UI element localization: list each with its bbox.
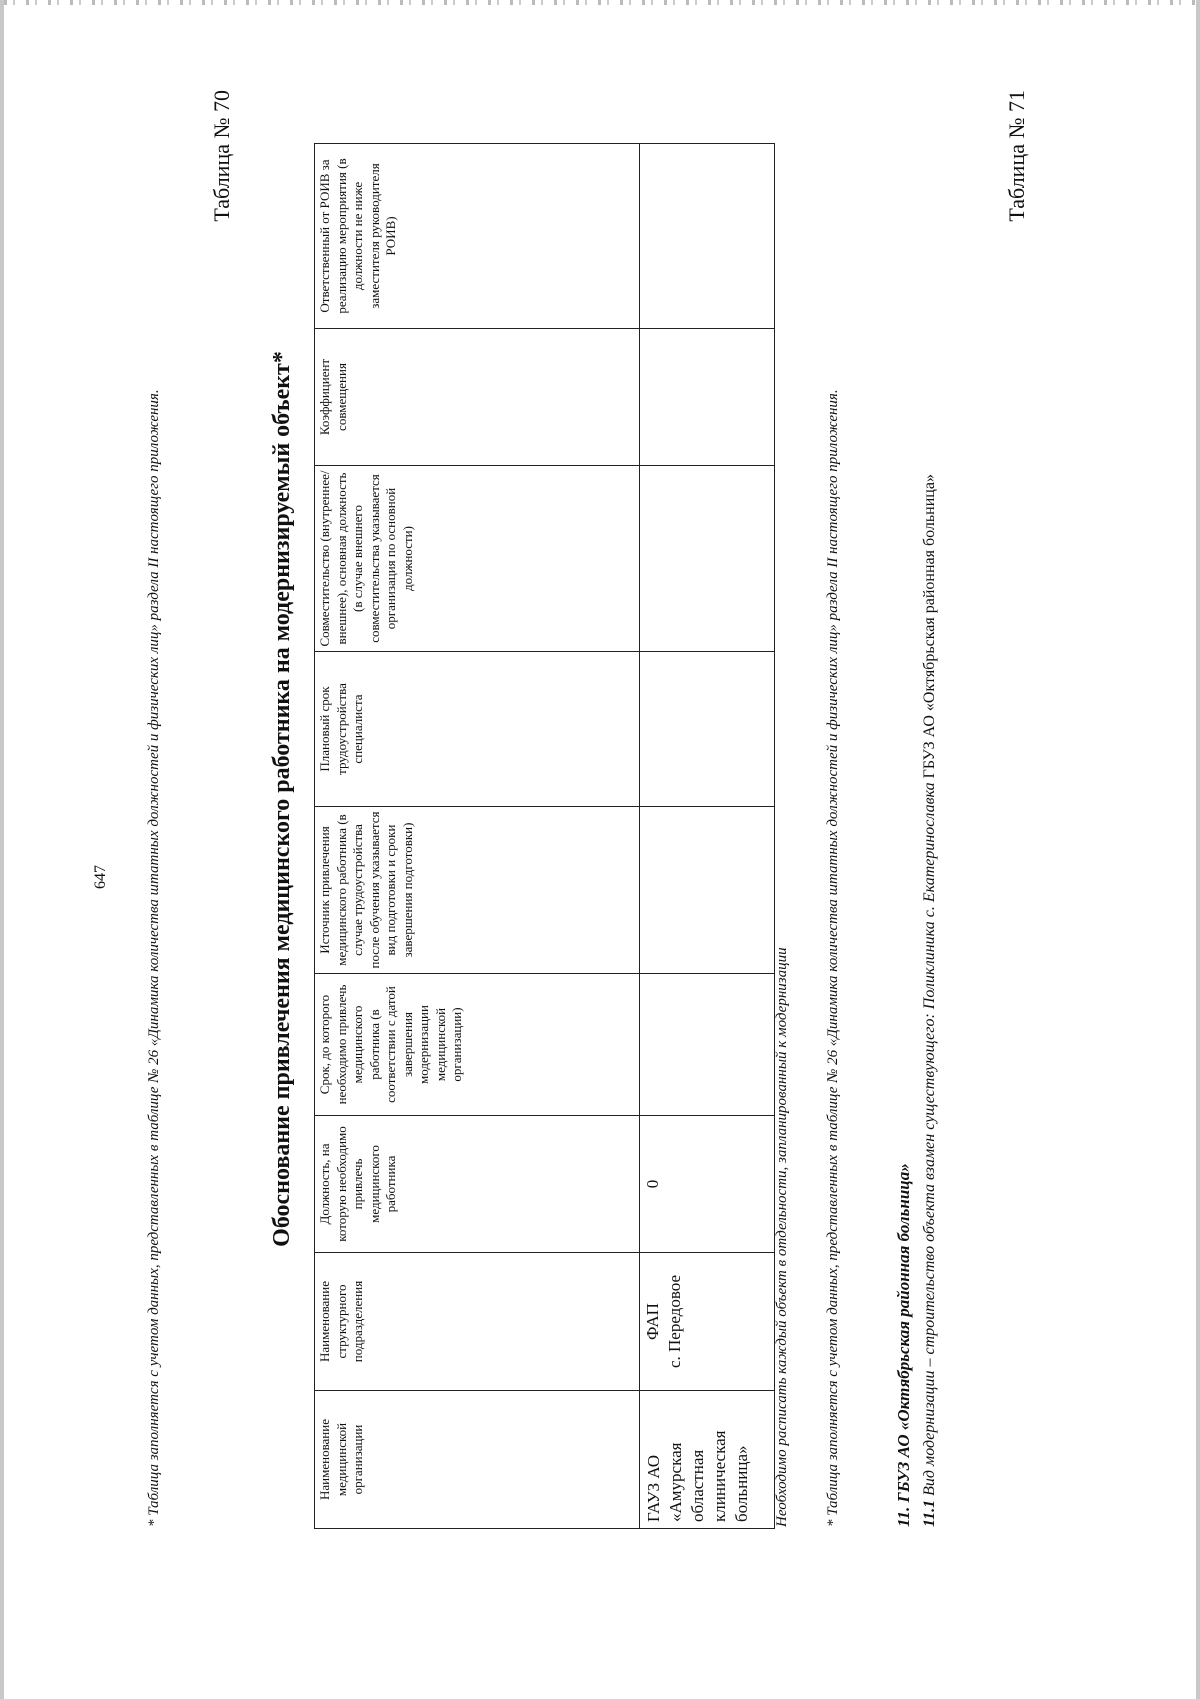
unit-cell bbox=[640, 1253, 775, 1391]
header-cell: Наименование медицинской организации bbox=[315, 1391, 640, 1529]
unit-line-2: с. Передовое bbox=[665, 1275, 684, 1369]
subsection-text-2: ГБУЗ АО «Октябрьская районная больница» bbox=[921, 474, 938, 783]
header-cell: Совместительство (внутреннее/внешнее), основная должность (в случае внешнего совместительства указывается организация по основной должности) bbox=[315, 466, 640, 652]
subsection-paragraph bbox=[919, 77, 941, 1527]
deadline-cell bbox=[640, 974, 775, 1116]
table-70-label: Таблица № 70 bbox=[209, 90, 234, 222]
responsible-cell bbox=[640, 144, 775, 329]
coefficient-cell bbox=[640, 329, 775, 466]
header-cell: Плановый срок трудоустройства специалиста bbox=[315, 652, 640, 807]
table-71-label: Таблица № 71 bbox=[1004, 90, 1029, 222]
table-header-row bbox=[315, 144, 640, 1529]
page-title: Обоснование привлечения медицинского работника на модернизируемый объект* bbox=[269, 351, 295, 1247]
header-cell: Ответственный от РОИВ за реализацию мероприятия (в должности не ниже заместителя руководителя РОИВ) bbox=[315, 144, 640, 329]
subsection-lead: Вид модернизации bbox=[921, 1370, 938, 1496]
header-cell: Источник привлечения медицинского работника (в случае трудоустройства после обучения указывается вид подготовки и сроки завершения подготовки) bbox=[315, 807, 640, 974]
header-cell: Срок, до которого необходимо привлечь медицинского работника (в соответствии с датой завершения модернизации медицинской организации) bbox=[315, 974, 640, 1116]
source-cell bbox=[640, 807, 775, 974]
header-cell: Коэффициент совмещения bbox=[315, 329, 640, 466]
unit-line-1: ФАП bbox=[643, 1303, 662, 1340]
document-page bbox=[4, 0, 1196, 1699]
combination-cell bbox=[640, 466, 775, 652]
footnote-bottom: * Таблица заполняется с учетом данных, представленных в таблице № 26 «Динамика количества штатных должностей и физических лиц» раздела II настоящего приложения. bbox=[825, 389, 841, 1527]
planned-term-cell bbox=[640, 652, 775, 807]
org-cell: ГАУЗ АО «Амурская областная клиническая больница» bbox=[640, 1391, 775, 1529]
subsection-text-1: – строительство объекта взамен существующего: Поликлиника с. Екатеринославка bbox=[921, 782, 938, 1371]
rotated-content bbox=[4, 0, 1196, 1699]
footnote-top: * Таблица заполняется с учетом данных, представленных в таблице № 26 «Динамика количества штатных должностей и физических лиц» раздела II настоящего приложения. bbox=[146, 389, 162, 1527]
table-row bbox=[640, 144, 775, 1529]
distribution-note: Необходимо расписать каждый объект в отдельности, запланированный к модернизации bbox=[774, 947, 790, 1527]
justification-table bbox=[314, 143, 775, 1529]
section-heading: 11. ГБУЗ АО «Октябрьская районная больница» bbox=[894, 1163, 913, 1527]
position-cell: 0 bbox=[640, 1116, 775, 1253]
page-number: 647 bbox=[92, 865, 109, 889]
subsection-number: 11.1 bbox=[921, 1499, 938, 1527]
header-cell: Наименование структурного подразделения bbox=[315, 1253, 640, 1391]
header-cell: Должность, на которую необходимо привлечь медицинского работника bbox=[315, 1116, 640, 1253]
